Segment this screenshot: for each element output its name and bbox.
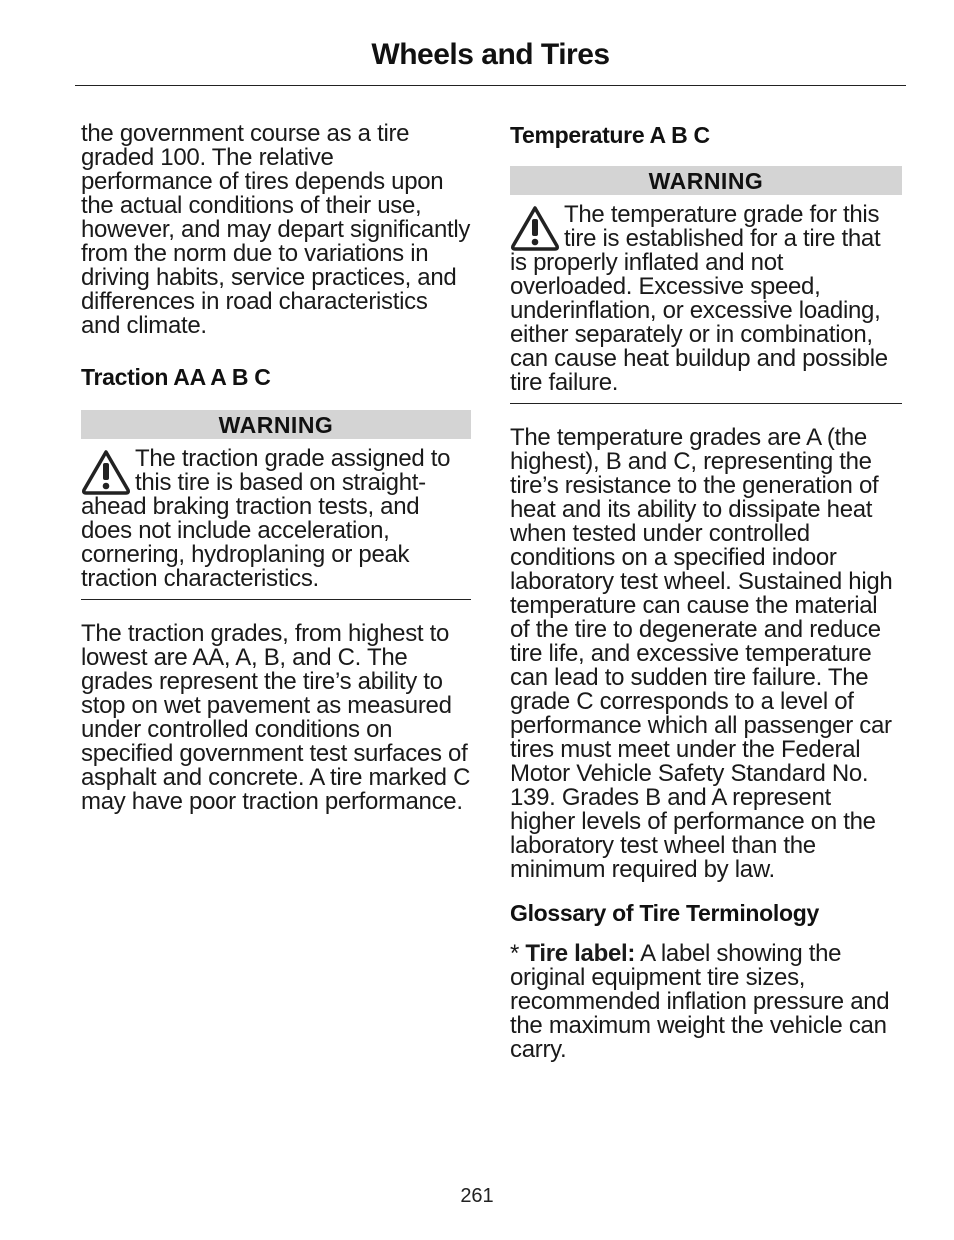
warning-text: The traction grade assigned to this tire is based on straight-ahead braking traction tests, and does not include acceleration, cornering, hydroplaning or peak traction characteristics. — [81, 445, 451, 592]
glossary-definition: A label showing the original equipment tire sizes, recommended inflation pressure and the maximum weight the vehicle can carry. — [510, 940, 890, 1063]
temperature-body: The temperature grades are A (the highest), B and C, representing the tire’s resistance to the generation of heat and its ability to dissipate heat when tested under controlled conditions on a specified indoor laboratory test wheel. Sustained high temperature can cause the material of the tire to degenerate and reduce tire life, and excessive temperature can lead to sudden tire failure. The grade C corresponds to a level of performance which all passenger car tires must meet under the Federal Motor Vehicle Safety Standard No. 139. Grades B and A represent higher levels of performance on the laboratory test wheel than the minimum required by law. — [510, 424, 893, 883]
page-number: 261 — [460, 1185, 494, 1207]
traction-body: The traction grades, from highest to lowest are AA, A, B, and C. The grades represent the tire’s ability to stop on wet pavement as measured under controlled conditions on specified government test surfaces of asphalt and concrete. A tire marked C may have poor traction performance. — [81, 620, 471, 815]
page-title: Wheels and Tires — [371, 38, 610, 71]
glossary-item — [510, 942, 902, 1062]
glossary-term: Tire label: — [525, 940, 636, 967]
temperature-heading: Temperature A B C — [510, 122, 710, 148]
page-header — [75, 30, 906, 86]
temperature-warning — [510, 166, 902, 404]
warning-body — [510, 203, 902, 395]
right-column — [510, 122, 902, 1062]
glossary-bullet: * — [510, 940, 526, 967]
warning-label: WARNING — [81, 410, 471, 439]
intro-paragraph: the government course as a tire graded 100. The relative performance of tires depends upon the actual conditions of their use, however, and may depart significantly from the norm due to variations in driving habits, service practices, and differences in road characteristics and climate. — [81, 120, 471, 339]
traction-warning — [81, 410, 471, 600]
glossary-heading: Glossary of Tire Terminology — [510, 900, 819, 926]
warning-body — [81, 447, 471, 591]
warning-label: WARNING — [510, 166, 902, 195]
traction-heading: Traction AA A B C — [81, 364, 271, 390]
warning-triangle-icon — [81, 449, 131, 495]
left-column — [81, 122, 471, 814]
warning-text: The temperature grade for this tire is established for a tire that is properly inflated and not overloaded. Excessive speed, underinflation, or excessive loading, either separately or in combination, can cause heat buildup and possible tire failure. — [510, 201, 888, 396]
warning-triangle-icon — [510, 205, 560, 251]
